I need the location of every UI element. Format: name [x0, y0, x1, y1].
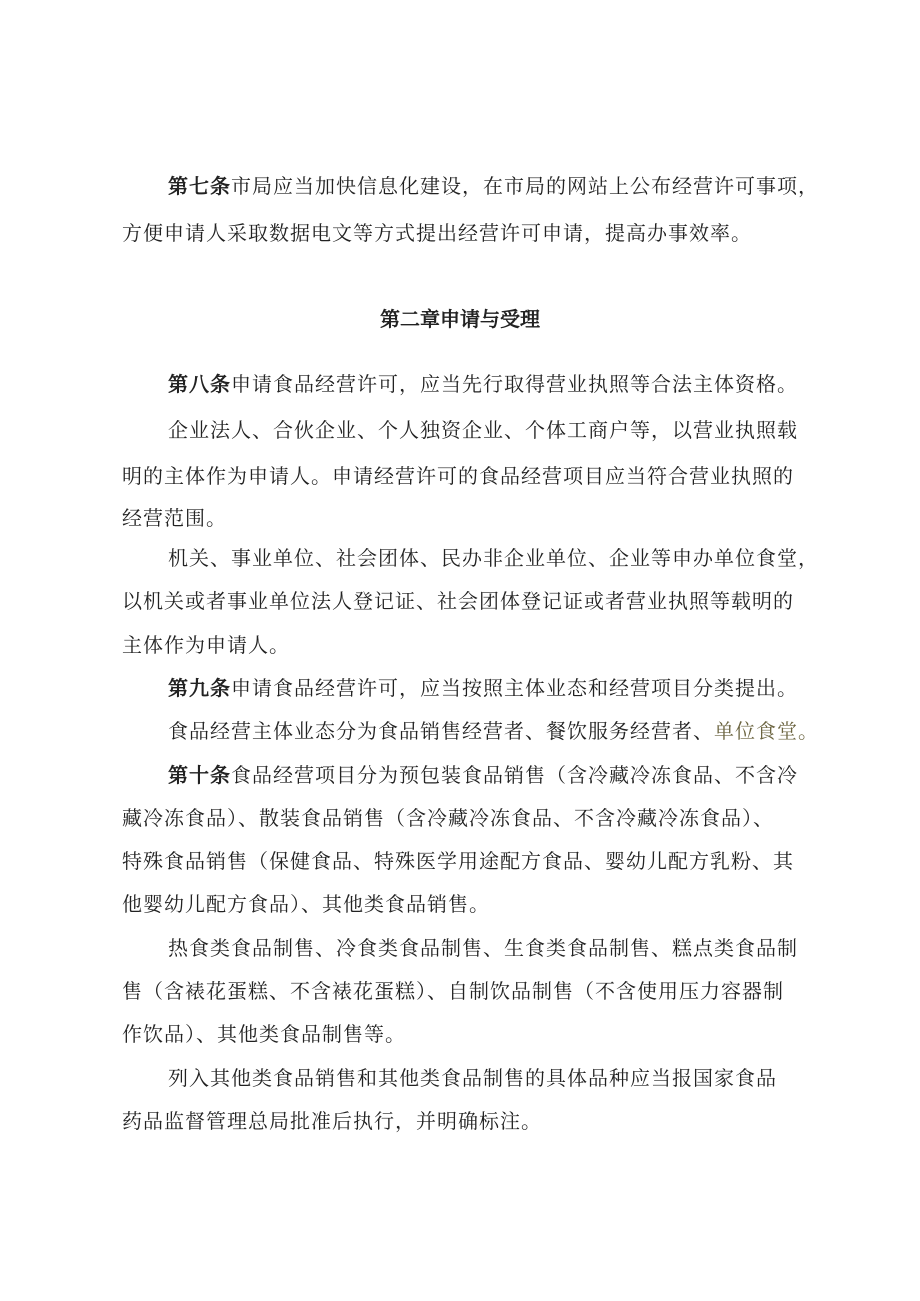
article-10-para2-line-2: 售（含裱花蛋糕、不含裱花蛋糕）、自制饮品制售（不含使用压力容器制 [122, 979, 784, 1003]
article-10-line-1 [168, 760, 798, 790]
article-8-heading: 第八条 [168, 372, 231, 396]
article-8-para2-line-2: 明的主体作为申请人。申请经营许可的食品经营项目应当符合营业执照的 [122, 464, 794, 488]
article-7-heading: 第七条 [168, 174, 231, 198]
article-9-para2-highlight: 单位食堂。 [714, 719, 819, 743]
article-8-para3-line-1: 机关、事业单位、社会团体、民办非企业单位、企业等申办单位食堂， [168, 546, 819, 570]
article-7-line-1 [168, 171, 819, 201]
chapter-title: 第二章申请与受理 [380, 307, 540, 331]
article-10-para2-line-1: 热食类食品制售、冷食类食品制售、生食类食品制售、糕点类食品制 [168, 936, 798, 960]
article-10-text-1: 食品经营项目分为预包装食品销售（含冷藏冷冻食品、不含冷 [231, 763, 798, 787]
article-9-line-1 [168, 673, 798, 703]
article-9-heading: 第九条 [168, 676, 231, 700]
article-8-para3-line-3: 主体作为申请人。 [122, 633, 290, 657]
article-10-para3-line-1: 列入其他类食品销售和其他类食品制售的具体品种应当报国家食品 [168, 1066, 777, 1090]
article-10-line-2: 藏冷冻食品）、散装食品销售（含冷藏冷冻食品、不含冷藏冷冻食品）、 [122, 806, 774, 830]
article-8-para2-line-3: 经营范围。 [122, 506, 227, 530]
article-9-para2-line-1 [168, 716, 819, 746]
article-10-line-3: 特殊食品销售（保健食品、特殊医学用途配方食品、婴幼儿配方乳粉、其 [122, 849, 794, 873]
article-7-text-1: 市局应当加快信息化建设，在市局的网站上公布经营许可事项， [231, 174, 819, 198]
article-8-text-1: 申请食品经营许可，应当先行取得营业执照等合法主体资格。 [231, 372, 798, 396]
article-8-para2-line-1: 企业法人、合伙企业、个人独资企业、个体工商户等，以营业执照载 [168, 418, 798, 442]
article-8-para3-line-2: 以机关或者事业单位法人登记证、社会团体登记证或者营业执照等载明的 [122, 589, 794, 613]
article-10-para3-line-2: 药品监督管理总局批准后执行，并明确标注。 [122, 1109, 542, 1133]
article-10-line-4: 他婴幼儿配方食品）、其他类食品销售。 [122, 892, 490, 916]
article-10-para2-line-3: 作饮品）、其他类食品制售等。 [122, 1022, 406, 1046]
article-10-heading: 第十条 [168, 763, 231, 787]
article-9-para2-text: 食品经营主体业态分为食品销售经营者、餐饮服务经营者、 [168, 719, 714, 743]
article-9-text-1: 申请食品经营许可，应当按照主体业态和经营项目分类提出。 [231, 676, 798, 700]
article-8-line-1 [168, 369, 798, 399]
article-7-line-2: 方便申请人采取数据电文等方式提出经营许可申请，提高办事效率。 [122, 221, 752, 245]
